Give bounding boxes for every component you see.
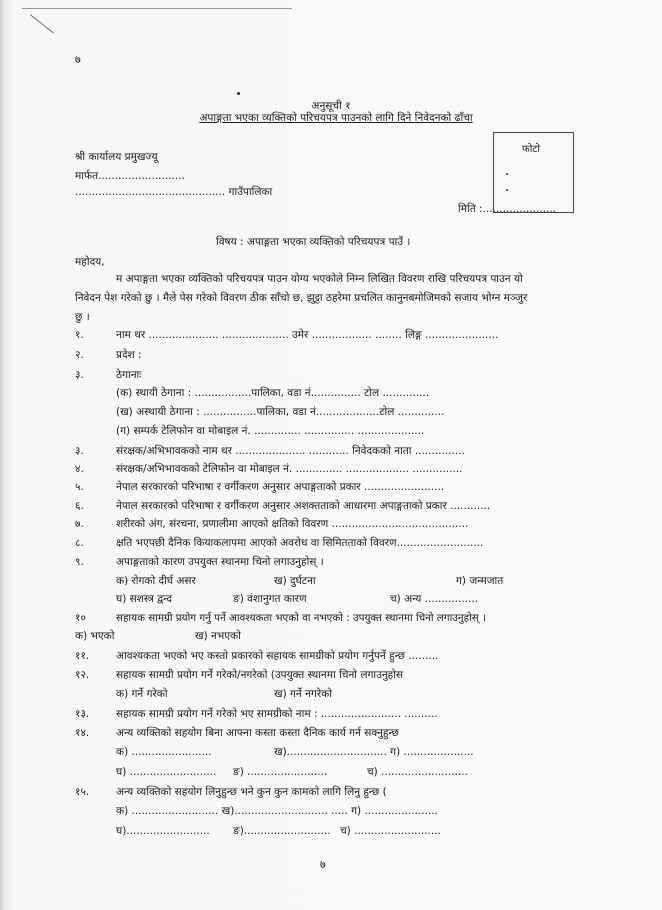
item-number: ८. bbox=[75, 537, 84, 549]
assistive-type-line: आवश्यकता भएको भए कस्तो प्रकारको सहायक सामग्रीको प्रयोग गर्नुपर्ने हुन्छ ......... bbox=[116, 650, 439, 662]
assistive-need-option: ख) नभएको bbox=[195, 630, 241, 642]
cause-option: घ) सशस्त्र द्वन्द bbox=[116, 593, 172, 605]
assisted-task-blank: ङ).......................... bbox=[233, 825, 331, 837]
item-number: १२. bbox=[75, 669, 90, 681]
form-title: अपाङ्गता भएका व्यक्तिको परिचयपत्र पाउनको लागि दिने निवेदनको ढाँचा bbox=[199, 112, 473, 124]
guardian-phone-line: संरक्षक/अभिभावकको टेलिफोन वा मोबाइल नं. .............. ................... ............... bbox=[116, 463, 463, 475]
subject-line: विषय : अपाङ्गता भएका व्यक्तिको परिचयपत्र पाउँ । bbox=[216, 236, 411, 248]
disability-severity-line: नेपाल सरकारको परिभाषा र वर्गीकरण अनुसार अशक्तताको आधारमा अपाङ्गताको प्रकार ............ bbox=[116, 500, 491, 512]
page-number-top: ७ bbox=[75, 53, 81, 66]
municipality-line: ............................................. गाउँपालिका bbox=[75, 186, 273, 198]
body-line: निवेदन पेश गरेको छु । मैले पेस गरेको विवरण ठीक साँचो छ, झुट्टा ठहरेमा प्रचलित कानुनबमोजिमको सजाय भोग्न मञ्जुर bbox=[75, 292, 528, 304]
salutation: महोदय, bbox=[75, 256, 105, 268]
temporary-address-line: (ख) अस्थायी ठेगाना : ................पालिका, वडा नं...................टोल .............. bbox=[116, 406, 445, 418]
item-number: १३. bbox=[75, 708, 90, 720]
guardian-name-line: संरक्षक/अभिभावकको नाम थर ..................... ............ निवेदकको नाता ............... bbox=[116, 445, 465, 457]
photo-dot bbox=[506, 189, 508, 191]
date-line: मिति :...................... bbox=[458, 203, 557, 215]
address-heading: ठेगानाः bbox=[116, 369, 142, 381]
item-number: १. bbox=[75, 329, 84, 341]
cause-option: च) अन्य ................ bbox=[390, 593, 479, 605]
assisted-task-blank: घ)......................... bbox=[116, 825, 210, 837]
item-number: १४. bbox=[75, 727, 90, 739]
disability-type-line: नेपाल सरकारको परिभाषा र वर्गीकरण अनुसार अपाङ्गताको प्रकार ........................ bbox=[116, 481, 445, 493]
recipient-line: श्री कार्यालय प्रमुखज्यू bbox=[75, 151, 158, 163]
permanent-address-line: (क) स्थायी ठेगाना : .................पालिका, वडा नं............... टोल .............. bbox=[116, 387, 430, 399]
independent-task-blank: च) .......................... bbox=[367, 766, 468, 778]
independent-tasks-question: अन्य व्यक्तिको सहयोग बिना आफ्ना कस्ता कस्ता दैनिक कार्य गर्न सक्नुहुन्छ bbox=[116, 727, 399, 739]
assistive-use-option: ख) गर्ने नगरेको bbox=[274, 688, 332, 700]
item-number: ५. bbox=[75, 481, 84, 493]
independent-task-blank: ख).............................. ग) ..................... bbox=[274, 746, 474, 758]
item-number: ३. bbox=[75, 369, 84, 381]
scan-dot bbox=[237, 92, 240, 95]
cause-option: ग) जन्मजात bbox=[456, 575, 504, 587]
page-number-bottom: ७ bbox=[320, 858, 326, 871]
body-line: छु । bbox=[75, 311, 90, 323]
item-number: ६. bbox=[75, 500, 84, 512]
photo-dot bbox=[506, 173, 508, 175]
assisted-task-blank: च) .......................... bbox=[340, 825, 441, 837]
name-field-line: नाम थर ..................... .................... उमेर .................. ........ लिङ्ग ...................... bbox=[116, 329, 499, 341]
photo-label: फोटो bbox=[522, 144, 540, 155]
assisted-task-blank: क) .......................... ख)............................ ..... ग) ...................... bbox=[116, 805, 438, 817]
cause-option: ख) दुर्घटना bbox=[274, 575, 316, 587]
item-number: २. bbox=[75, 349, 84, 361]
via-line: मार्फत.......................... bbox=[75, 170, 185, 182]
assistive-use-option: क) गर्ने गरेको bbox=[116, 688, 168, 700]
assistive-use-question: सहायक सामग्री प्रयोग गर्ने गरेको/नगरेको (उपयुक्त स्थानमा चिनो लगाउनुहोस bbox=[116, 669, 404, 681]
item-number: ३. bbox=[75, 445, 84, 457]
cause-option: क) रोगको दीर्घ असर bbox=[116, 575, 196, 587]
independent-task-blank: ङ) ........................ bbox=[233, 766, 328, 778]
body-line: म अपाङ्गता भएका व्यक्तिको परिचयपत्र पाउन योग्य भएकोले निम्न लिखित विवरण राखि परिचयपत्र पाउन यो bbox=[116, 273, 523, 285]
assistive-name-line: सहायक सामग्री प्रयोग गर्ने गरेको भए सामग्रीको नाम : ........................ .......... bbox=[116, 708, 438, 720]
cause-question: अपाङ्गताको कारण उपयुक्त स्थानमा चिनो लगाउनुहोस् । bbox=[116, 556, 324, 568]
item-number: १५. bbox=[75, 786, 90, 798]
independent-task-blank: क) ........................ bbox=[116, 746, 212, 758]
daily-limitation-line: क्षति भएपछी दैनिक कियाकलापमा आएको अवरोध वा सिमितताको विवरण.......................... bbox=[116, 537, 484, 549]
assistive-need-option: क) भएको bbox=[75, 630, 115, 642]
independent-task-blank: घ) .......................... bbox=[116, 766, 217, 778]
cause-option: ङ) वंशानुगत कारण bbox=[233, 593, 307, 605]
contact-phone-line: (ग) सम्पर्क टेलिफोन वा मोबाइल नं. .............. ............... .................... bbox=[116, 425, 425, 437]
province-field-line: प्रदेश : bbox=[116, 349, 142, 361]
schedule-heading: अनुसूची १ bbox=[311, 100, 351, 112]
item-number: ४. bbox=[75, 463, 84, 475]
top-border-line bbox=[22, 8, 292, 9]
assisted-tasks-question: अन्य व्यक्तिको सहयोग लिनुहुन्छ भने कुन कुन कामको लागि लिनु हुन्छ ( bbox=[116, 786, 387, 798]
item-number: ७. bbox=[75, 518, 84, 530]
item-number: ९. bbox=[75, 556, 84, 568]
scan-mark bbox=[30, 14, 54, 33]
assistive-need-question: सहायक सामग्री प्रयोग गर्नु पर्ने आवश्यकता भएको वा नभएको : उपयुक्त स्थानमा चिनो लगाउनुहोस् । bbox=[116, 612, 486, 624]
photo-box bbox=[493, 132, 574, 213]
item-number: ११. bbox=[75, 650, 90, 662]
item-number: १० bbox=[75, 612, 86, 624]
body-damage-line: शरीरको अंग, संरचना, प्रणालीमा आएको क्षतिको विवरण ......................................... bbox=[116, 518, 469, 530]
